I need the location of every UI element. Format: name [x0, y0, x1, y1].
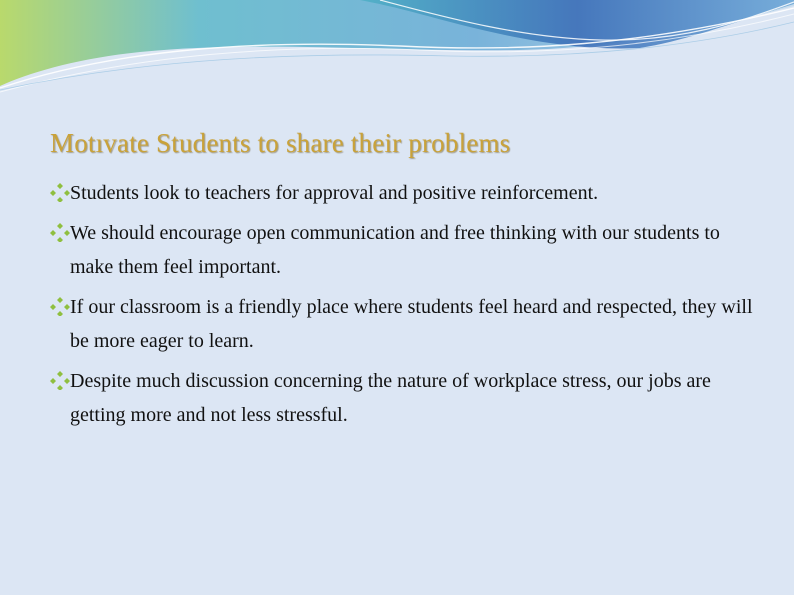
- bullet-item: [50, 176, 760, 210]
- bullet-item: [50, 364, 760, 432]
- bullet-text: Despite much discussion concerning the nature of workplace stress, our jobs are getting more and not less stressful.: [70, 370, 711, 426]
- bullet-text: If our classroom is a friendly place where students feel heard and respected, they will be more eager to learn.: [70, 296, 753, 352]
- bullet-item: [50, 216, 760, 284]
- bullet-text: We should encourage open communication and free thinking with our students to make them feel important.: [70, 222, 720, 278]
- bullet-item: [50, 290, 760, 358]
- four-diamond-bullet-icon: [50, 370, 70, 390]
- bullet-list: [50, 176, 760, 438]
- slide-title: Motıvate Students to share their problems: [50, 128, 511, 158]
- header-wave-decoration: [0, 0, 794, 100]
- four-diamond-bullet-icon: [50, 182, 70, 202]
- four-diamond-bullet-icon: [50, 222, 70, 242]
- four-diamond-bullet-icon: [50, 296, 70, 316]
- bullet-text: Students look to teachers for approval and positive reinforcement.: [70, 182, 599, 204]
